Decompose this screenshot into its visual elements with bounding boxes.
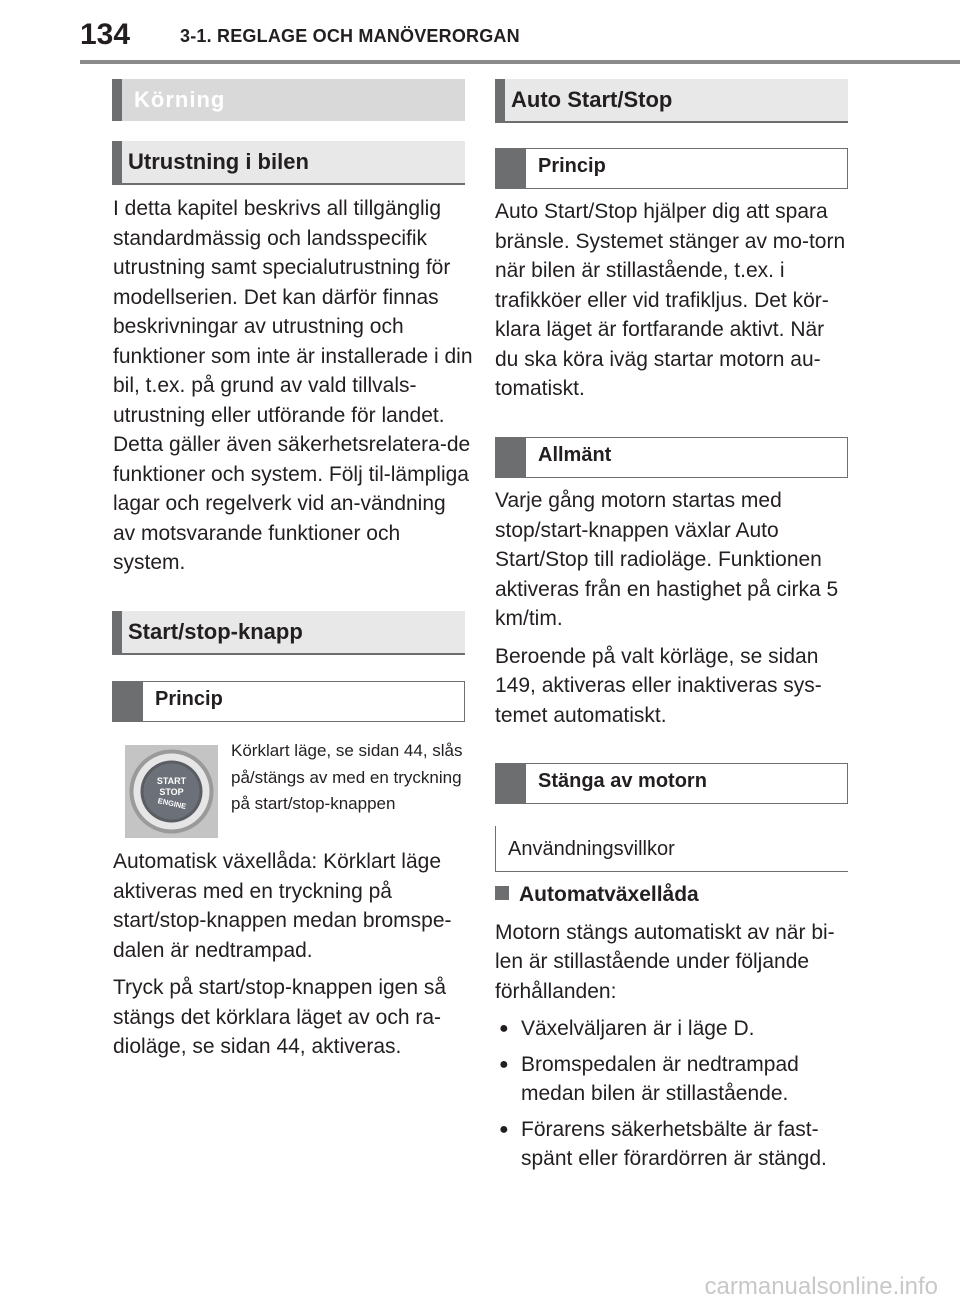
header-divider bbox=[80, 60, 960, 64]
section-heading-text: Körning bbox=[134, 87, 226, 112]
heading-bar bbox=[496, 149, 526, 188]
button-label-engine: ENGINE bbox=[157, 796, 188, 811]
general-text-2: Beroende på valt körläge, se sidan 149, aktiveras eller inaktiveras sys-temet automatiskt. bbox=[495, 644, 822, 727]
list-item: ● Bromspedalen är nedtrampad medan bilen är stillastående. bbox=[495, 1050, 850, 1109]
button-label-start: START bbox=[156, 776, 187, 786]
conditions-heading-text: Användningsvillkor bbox=[508, 838, 675, 860]
section-heading-korning bbox=[112, 79, 465, 121]
section-heading-auto-start-stop bbox=[495, 79, 848, 123]
topic-heading-text: Allmänt bbox=[538, 444, 612, 466]
chapter-title: 3-1. REGLAGE OCH MANÖVERORGAN bbox=[180, 26, 520, 46]
start-stop-button-image bbox=[125, 745, 218, 838]
topic-heading-princip-right bbox=[495, 148, 848, 189]
section-heading-text: Auto Start/Stop bbox=[511, 87, 673, 112]
button-caption-text: Körklart läge, se sidan 44, slås på/stängs av med en tryckning på start/stop-knappen bbox=[231, 741, 463, 813]
auto-gearbox-heading-text: Automatväxellåda bbox=[519, 883, 699, 906]
start-stop-button-icon bbox=[125, 745, 218, 838]
auto-gearbox-text: Motorn stängs automatiskt av när bi-len är stillastående under följande förhållanden: bbox=[495, 920, 835, 1003]
topic-heading-text: Princip bbox=[155, 688, 223, 710]
auto-gearbox-heading bbox=[495, 880, 850, 910]
subsection-heading-start-stop bbox=[112, 611, 465, 655]
page-number: 134 bbox=[80, 18, 131, 51]
subsection-heading-utrustning bbox=[112, 141, 465, 185]
conditions-heading bbox=[495, 826, 848, 872]
topic-heading-allmant bbox=[495, 437, 848, 478]
general-paragraphs bbox=[495, 486, 850, 730]
intro-paragraph bbox=[113, 194, 473, 578]
general-text-1: Varje gång motorn startas med stop/start-knappen växlar Auto Start/Stop till radioläge. Funktionen aktiveras från en hastighet på cirka 5 km/tim. bbox=[495, 489, 839, 630]
principle-text: Auto Start/Stop hjälper dig att spara bränsle. Systemet stänger av mo-torn när bilen är stillastående, t.ex. i trafikköer eller vid trafikljus. Det kör-klara läget är fortfarande aktivt. När du ska köra iväg startar motorn au-tomatiskt. bbox=[495, 200, 846, 400]
auto-gearbox-block bbox=[495, 880, 850, 1180]
subsection-heading-text: Start/stop-knapp bbox=[128, 619, 303, 644]
press-again-paragraph: Tryck på start/stop-knappen igen så stängs det körklara läget av och ra-dioläge, se sidan 44, aktiveras. bbox=[113, 976, 447, 1058]
heading-bar bbox=[113, 682, 143, 721]
topic-heading-text: Princip bbox=[538, 155, 606, 177]
square-bullet-icon bbox=[495, 886, 509, 900]
button-caption bbox=[231, 738, 463, 818]
conditions-list bbox=[495, 1014, 850, 1174]
heading-bar bbox=[496, 438, 526, 477]
topic-heading-text: Stänga av motorn bbox=[538, 770, 707, 792]
start-stop-paragraphs bbox=[113, 847, 468, 1062]
watermark: carmanualsonline.info bbox=[704, 1273, 938, 1300]
list-item: ● Förarens säkerhetsbälte är fast-spänt eller förardörren är stängd. bbox=[495, 1115, 850, 1174]
list-item: ● Växelväljaren är i läge D. bbox=[495, 1014, 850, 1044]
intro-text: I detta kapitel beskrivs all tillgänglig standardmässig och landsspecifik utrustning samt specialutrustning för modellserien. Det kan därför finnas beskrivningar av utrustning och funktioner som inte är installerade i din bil, t.ex. på grund av vald tillvals-utrustning eller utförande för landet. Detta gäller även säkerhetsrelatera-de funktioner och system. Följ til-lämpliga lagar och regelverk vid an-vändning av motsvarande funktioner och system. bbox=[113, 197, 473, 574]
heading-bar bbox=[496, 764, 526, 803]
topic-heading-princip-left bbox=[112, 681, 465, 722]
subsection-heading-text: Utrustning i bilen bbox=[128, 149, 309, 174]
principle-paragraph bbox=[495, 197, 850, 404]
button-label-stop: STOP bbox=[159, 787, 184, 797]
topic-heading-stanga-av-motorn bbox=[495, 763, 848, 804]
automatic-gearbox-paragraph: Automatisk växellåda: Körklart läge aktiveras med en tryckning på start/stop-knappen medan bromspe-dalen är nedtrampad. bbox=[113, 850, 452, 962]
